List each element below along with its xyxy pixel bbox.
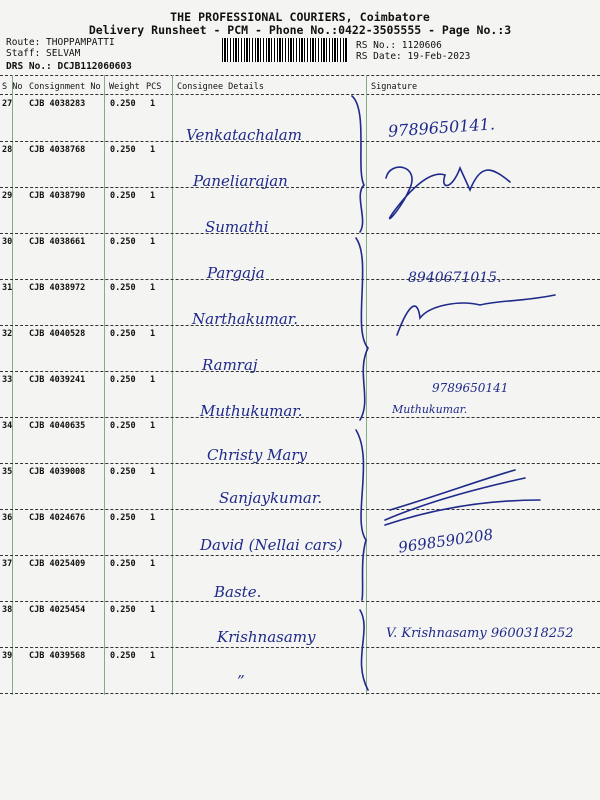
row-sno: 34 <box>2 421 13 431</box>
row-weight: 0.250 <box>110 559 136 569</box>
row-consignment-no: CJB 4038283 <box>29 99 86 109</box>
row-weight: 0.250 <box>110 421 136 431</box>
row-sno: 29 <box>2 191 13 201</box>
row-pcs: 1 <box>150 513 156 523</box>
row-weight: 0.250 <box>110 237 136 247</box>
col-header-signature: Signature <box>371 82 418 92</box>
row-sno: 28 <box>2 145 13 155</box>
row-consignee-name: Pargaja <box>207 264 265 282</box>
row-sno: 37 <box>2 559 13 569</box>
row-pcs: 1 <box>150 605 156 615</box>
row-consignee-name: David (Nellai cars) <box>200 536 343 554</box>
row-weight: 0.250 <box>110 513 136 523</box>
row-pcs: 1 <box>150 99 156 109</box>
row-consignee-name: Ramraj <box>202 356 258 374</box>
row-sno: 27 <box>2 99 13 109</box>
col-header-sno: S No <box>2 82 23 92</box>
row-consignment-no: CJB 4024676 <box>29 513 86 523</box>
row-weight: 0.250 <box>110 375 136 385</box>
row-sno: 35 <box>2 467 13 477</box>
row-pcs: 1 <box>150 329 156 339</box>
runsheet-subtitle: Delivery Runsheet - PCM - Phone No.:0422-3505555 - Page No.:3 <box>88 23 512 37</box>
row-consignment-no: CJB 4038790 <box>29 191 86 201</box>
row-weight: 0.250 <box>110 191 136 201</box>
row-pcs: 1 <box>150 191 156 201</box>
company-name: THE PROFESSIONAL COURIERS, Coimbatore <box>170 10 430 24</box>
row-weight: 0.250 <box>110 145 136 155</box>
signature-text-6: V. Krishnasamy 9600318252 <box>386 626 574 641</box>
signature-phone-2: 8940671015. <box>408 270 502 286</box>
row-consignee-name: Muthukumar. <box>200 402 303 420</box>
row-weight: 0.250 <box>110 99 136 109</box>
row-sno: 32 <box>2 329 13 339</box>
row-sno: 38 <box>2 605 13 615</box>
row-sno: 36 <box>2 513 13 523</box>
route-label: Route: THOPPAMPATTI <box>6 37 115 48</box>
col-header-weight: Weight <box>109 82 140 92</box>
row-consignment-no: CJB 4039008 <box>29 467 86 477</box>
row-consignee-name: Narthakumar. <box>192 310 299 328</box>
row-consignee-name: Venkatachalam <box>186 126 302 144</box>
row-sno: 39 <box>2 651 13 661</box>
col-header-consignee: Consignee Details <box>177 82 264 92</box>
row-consignee-name: Krishnasamy <box>217 628 316 646</box>
row-consignee-name: Sanjaykumar. <box>219 489 323 507</box>
row-weight: 0.250 <box>110 283 136 293</box>
row-weight: 0.250 <box>110 605 136 615</box>
col-header-pcs: PCS <box>146 82 162 92</box>
row-pcs: 1 <box>150 467 156 477</box>
row-consignee-name: ” <box>237 672 245 690</box>
row-consignment-no: CJB 4025409 <box>29 559 86 569</box>
row-pcs: 1 <box>150 375 156 385</box>
row-consignee-name: Paneliarajan <box>193 172 288 190</box>
rs-number: RS No.: 1120606 <box>356 40 442 51</box>
row-pcs: 1 <box>150 421 156 431</box>
row-consignment-no: CJB 4038768 <box>29 145 86 155</box>
row-sno: 33 <box>2 375 13 385</box>
row-pcs: 1 <box>150 559 156 569</box>
row-consignee-name: Baste. <box>214 583 262 601</box>
row-consignment-no: CJB 4038972 <box>29 283 86 293</box>
signature-phone-3: 9789650141 <box>432 381 509 395</box>
row-sno: 30 <box>2 237 13 247</box>
row-consignment-no: CJB 4040635 <box>29 421 86 431</box>
signature-phone-1: 9789650141. <box>387 114 496 141</box>
row-weight: 0.250 <box>110 467 136 477</box>
row-consignment-no: CJB 4025454 <box>29 605 86 615</box>
row-consignment-no: CJB 4038661 <box>29 237 86 247</box>
row-pcs: 1 <box>150 283 156 293</box>
row-sno: 31 <box>2 283 13 293</box>
row-pcs: 1 <box>150 145 156 155</box>
row-pcs: 1 <box>150 237 156 247</box>
row-consignment-no: CJB 4040528 <box>29 329 86 339</box>
drs-number: DRS No.: DCJB112060603 <box>6 61 132 72</box>
signature-phone-5: 9698590208 <box>397 525 495 557</box>
row-consignment-no: CJB 4039568 <box>29 651 86 661</box>
row-consignee-name: Christy Mary <box>207 446 308 464</box>
col-header-consignment: Consignment No <box>29 82 101 92</box>
row-consignment-no: CJB 4039241 <box>29 375 86 385</box>
rs-date: RS Date: 19-Feb-2023 <box>356 51 471 62</box>
row-weight: 0.250 <box>110 651 136 661</box>
row-consignee-name: Sumathi <box>205 218 269 236</box>
row-pcs: 1 <box>150 651 156 661</box>
staff-label: Staff: SELVAM <box>6 48 81 59</box>
signature-name-3: Muthukumar. <box>392 403 468 416</box>
row-weight: 0.250 <box>110 329 136 339</box>
